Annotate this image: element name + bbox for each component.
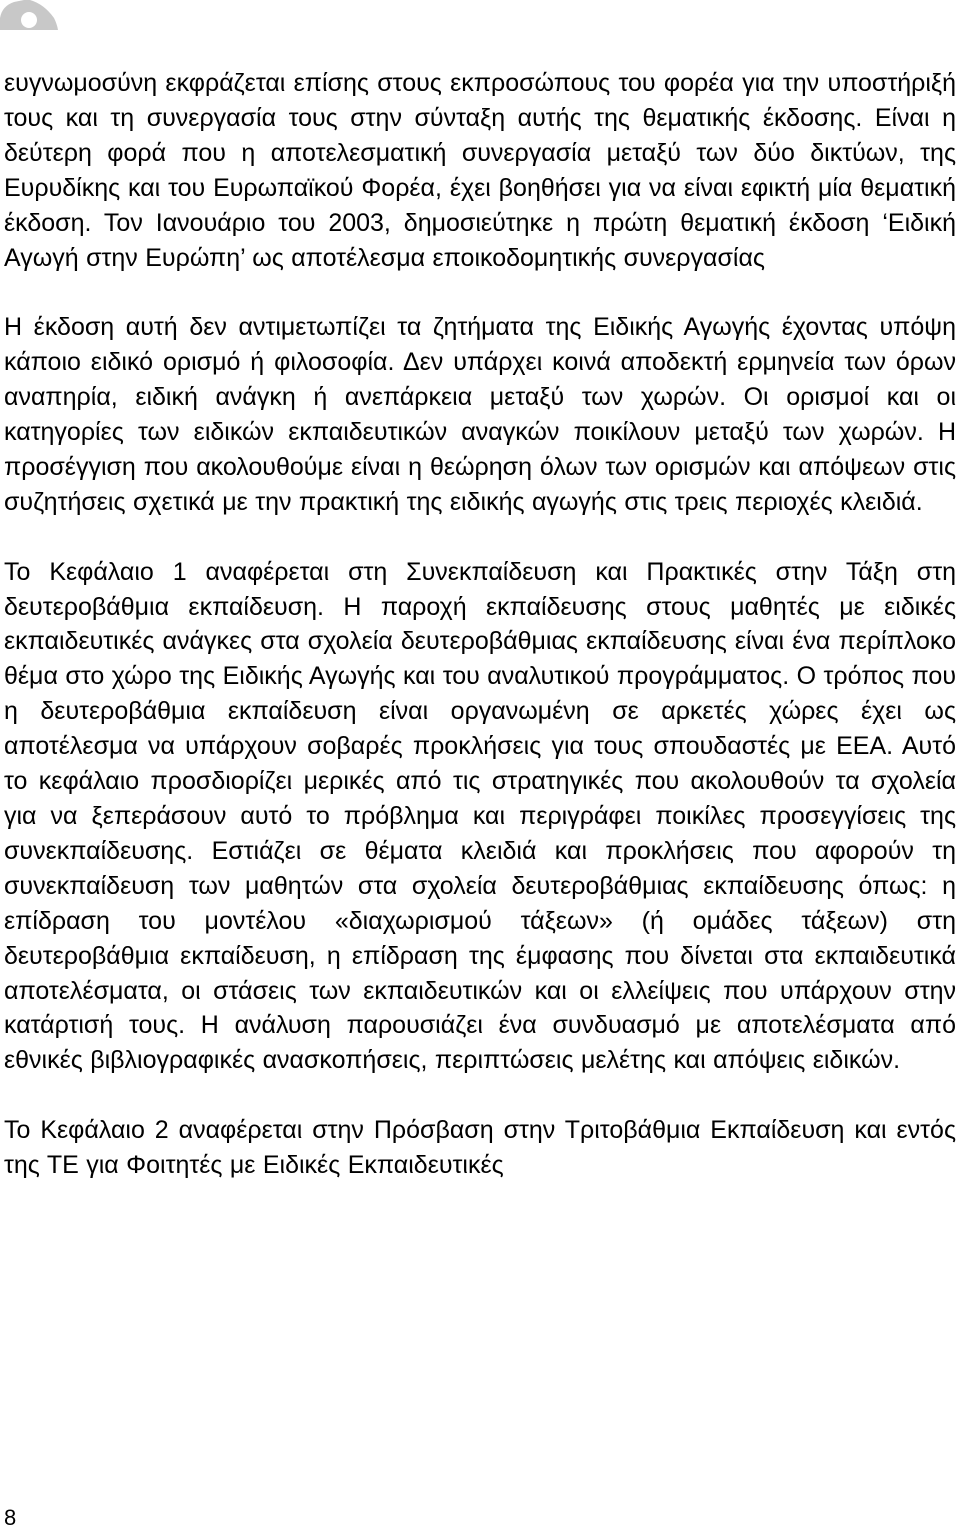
paragraph: Η έκδοση αυτή δεν αντιμετωπίζει τα ζητήματα της Ειδικής Αγωγής έχοντας υπόψη κάποιο ειδικό ορισμό ή φιλοσοφία. Δεν υπάρχει κοινά αποδεκτή ερμηνεία των όρων αναπηρία, ειδική ανάγκη ή ανεπάρκεια μεταξύ των χωρών. Οι ορισμοί και οι κατηγορίες των ειδικών εκπαιδευτικών αναγκών ποικίλουν μεταξύ των χωρών. Η προσέγγιση που ακολουθούμε είναι η θεώρηση όλων των ορισμών και απόψεων στις συζητήσεις σχετικά με την πρακτική της ειδικής αγωγής στις τρεις περιοχές κλειδιά.	[4, 313, 956, 516]
page-number: 8	[4, 1505, 17, 1530]
paragraph: Το Κεφάλαιο 1 αναφέρεται στη Συνεκπαίδευση και Πρακτικές στην Τάξη στη δευτεροβάθμια εκπαίδευση. Η παροχή εκπαίδευσης στους μαθητές με ειδικές εκπαιδευτικές ανάγκες στα σχολεία δευτεροβάθμιας εκπαίδευσης είναι ένα περίπλοκο θέμα στο χώρο της Ειδικής Αγωγής και του αναλυτικού προγράμματος. Ο τρόπος που η δευτεροβάθμια εκπαίδευση είναι οργανωμένη σε αρκετές χώρες έχει ως αποτέλεσμα να υπάρχουν σοβαρές προκλήσεις για τους σπουδαστές με ΕΕΑ. Αυτό το κεφάλαιο προσδιορίζει μερικές από τις στρατηγικές που ακολουθούν τα σχολεία για να ξεπεράσουν αυτό το πρόβλημα και περιγράφει ποικίλες προσεγγίσεις της συνεκπαίδευσης. Εστιάζει σε θέματα κλειδιά και προκλήσεις που αφορούν τη συνεκπαίδευση των μαθητών στα σχολεία δευτεροβάθμιας εκπαίδευσης όπως: η επίδραση του μοντέλου «διαχωρισμού τάξεων» (ή ομάδες τάξεων) στη δευτεροβάθμια εκπαίδευση, η επίδραση της έμφασης που δίνεται στα εκπαιδευτικά αποτελέσματα, οι στάσεις των εκπαιδευτικών και οι ελλείψεις που υπάρχουν στην κατάρτισή τους. Η ανάλυση παρουσιάζει ένα συνδυασμό με αποτελέσματα από εθνικές βιβλιογραφικές ανασκοπήσεις, περιπτώσεις μελέτης και απόψεις ειδικών.	[4, 557, 956, 1075]
paragraph: ευγνωμοσύνη εκφράζεται επίσης στους εκπροσώπους του φορέα για την υποστήριξή τους και τη συνεργασία τους στην σύνταξη αυτής της θεματικής έκδοσης. Είναι η δεύτερη φορά που η αποτελεσματική συνεργασία μεταξύ των δύο δικτύων, της Ευρυδίκης και του Ευρωπαϊκού Φορέα, έχει βοηθήσει για να είναι εφικτή μία θεματική έκδοση. Τον Ιανουάριο του 2003, δημοσιεύτηκε η πρώτη θεματική έκδοση ‘Ειδική Αγωγή στην Ευρώπη’ ως αποτέλεσμα εποικοδομητικής συνεργασίας	[4, 69, 956, 272]
page-corner-mark	[0, 0, 60, 30]
paragraph: Το Κεφάλαιο 2 αναφέρεται στην Πρόσβαση στην Τριτοβάθμια Εκπαίδευση και εντός της ΤΕ για Φοιτητές με Ειδικές Εκπαιδευτικές	[4, 1116, 956, 1180]
body-text	[4, 66, 956, 1183]
